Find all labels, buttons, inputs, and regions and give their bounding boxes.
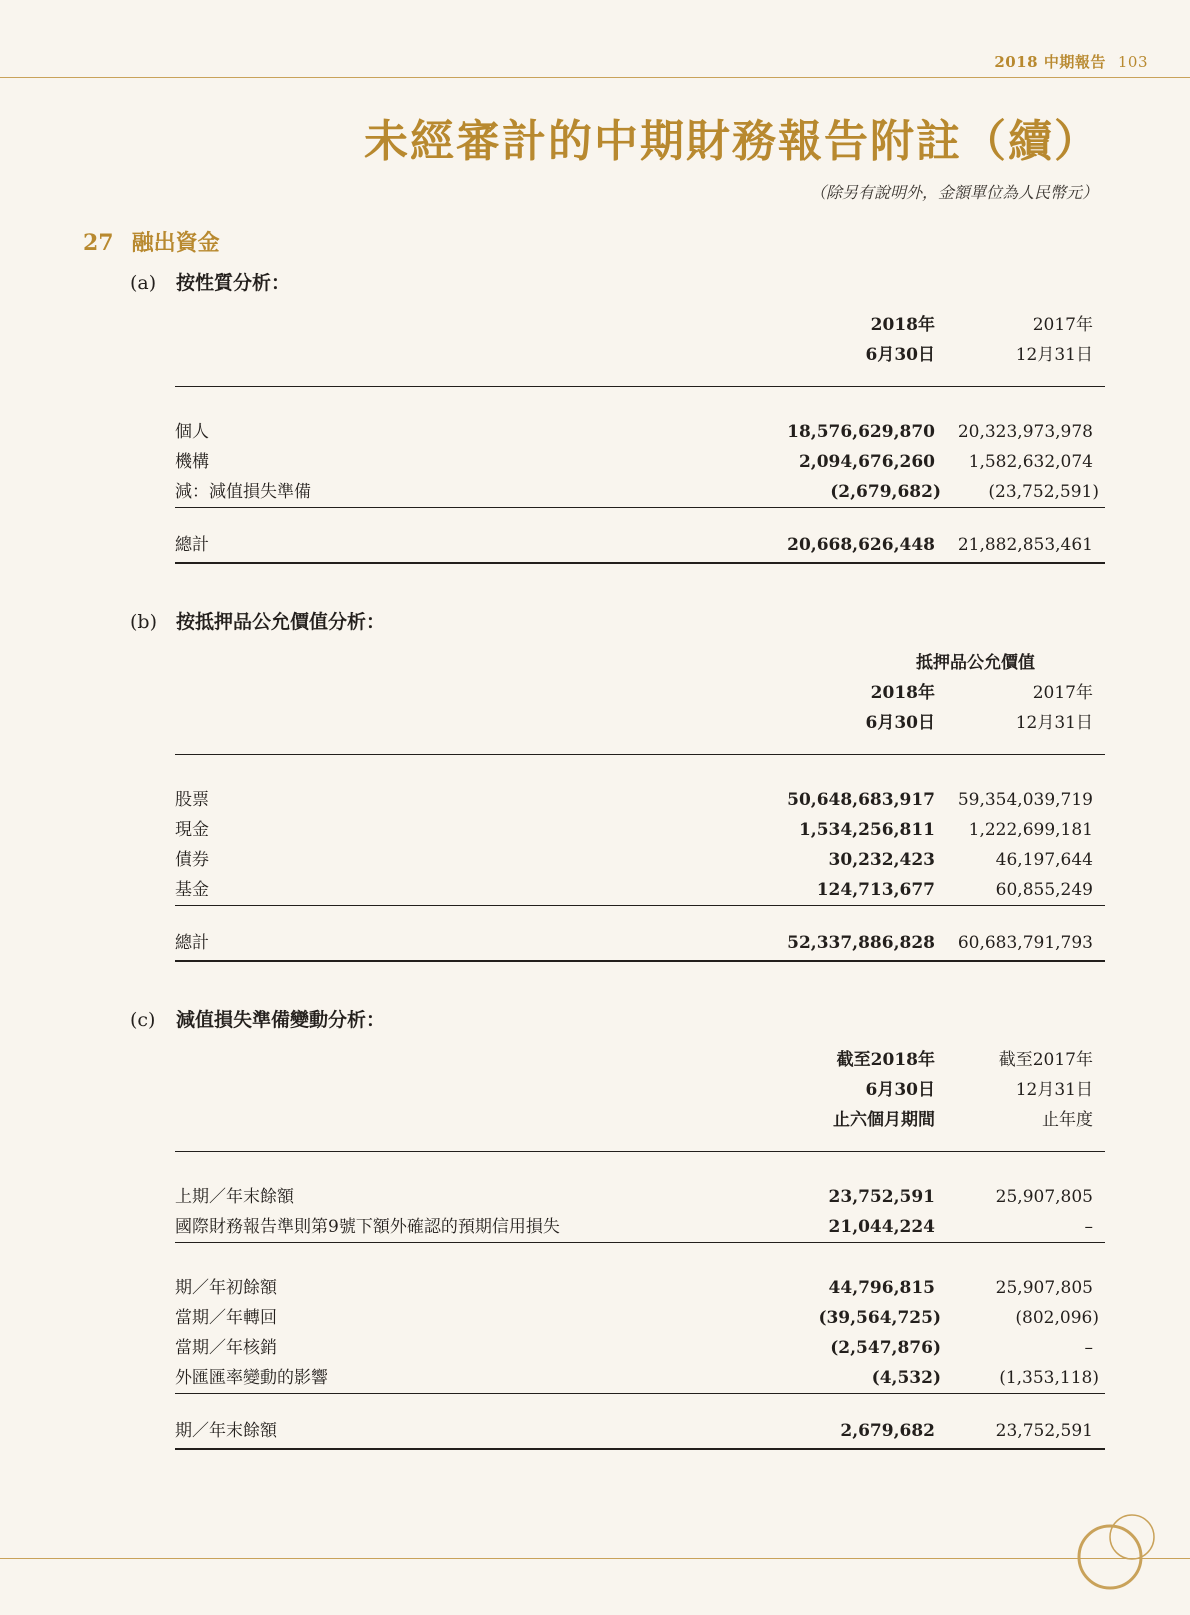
row-value-2018: 2,094,676,260 [798,452,935,472]
page-subtitle: （除另有說明外，金額單位為人民幣元） [809,183,1098,202]
page-number: 103 [1117,53,1148,71]
total-value-2018: 52,337,886,828 [787,933,935,953]
decorative-rings-icon [1065,1505,1175,1615]
row-value-2018: 50,648,683,917 [787,790,935,810]
col2-header: 截至2017年 [998,1050,1093,1070]
span-header: 抵押品公允價值 [916,653,1035,673]
row-value-2017: 1,222,699,181 [968,820,1093,840]
subsection-a-label: (a) [130,272,157,294]
column-header-row [175,340,1105,370]
subsection-a-heading [130,268,290,295]
col1-header: 6月30日 [865,345,935,365]
header-rule [0,77,1190,78]
row-value-2018: 18,576,629,870 [787,422,935,442]
row-label: 股票 [175,790,209,810]
row-value-2018: 1,534,256,811 [798,820,935,840]
table-row [175,1363,1105,1393]
col2-header: 2017年 [1032,683,1093,703]
subsection-b-title: 按抵押品公允價值分析： [176,611,386,633]
row-value-2017: 46,197,644 [995,850,1093,870]
row-label: 當期／年轉回 [175,1308,277,1328]
row-value-2017: 1,582,632,074 [968,452,1093,472]
row-value-2018: 21,044,224 [828,1217,935,1237]
total-value-2017: 60,683,791,793 [957,933,1093,953]
column-header-row [175,1075,1105,1105]
row-value-2017: – [1084,1217,1093,1237]
total-label: 總計 [175,535,209,555]
table-row [175,1303,1105,1333]
row-label: 機構 [175,452,209,472]
table-a [175,310,1105,564]
col1-header: 2018年 [870,315,935,335]
col1-header: 6月30日 [865,1080,935,1100]
table-rule [175,1448,1105,1450]
col2-header: 12月31日 [1015,713,1093,733]
total-value-2018: 2,679,682 [840,1421,935,1441]
total-row [175,1416,1105,1446]
col2-header: 止年度 [1042,1110,1093,1130]
row-value-2018: (2,547,876) [830,1338,941,1358]
table-c [175,1045,1105,1450]
table-b [175,648,1105,962]
page-title: 未經審計的中期財務報告附註（續） [364,116,1100,167]
total-value-2017: 21,882,853,461 [957,535,1093,555]
row-value-2018: 124,713,677 [816,880,935,900]
subsection-b-heading [130,607,385,634]
subsection-c-heading [130,1005,385,1032]
row-value-2017: 60,855,249 [995,880,1093,900]
col2-header: 12月31日 [1015,345,1093,365]
table-rule [175,960,1105,962]
row-value-2018: (39,564,725) [818,1308,941,1328]
table-row [175,447,1105,477]
row-value-2017: (23,752,591) [988,482,1099,502]
span-header-row [175,648,1105,678]
row-label: 債券 [175,850,209,870]
row-value-2017: 20,323,973,978 [957,422,1093,442]
row-label: 個人 [175,422,209,442]
row-value-2017: 25,907,805 [995,1278,1093,1298]
col1-header: 2018年 [870,683,935,703]
column-header-row [175,1045,1105,1075]
total-value-2017: 23,752,591 [995,1421,1093,1441]
col1-header: 6月30日 [865,713,935,733]
subsection-c-label: (c) [130,1009,156,1031]
row-value-2017: 25,907,805 [995,1187,1093,1207]
row-label: 現金 [175,820,209,840]
row-label: 當期／年核銷 [175,1338,277,1358]
total-label: 總計 [175,933,209,953]
table-row [175,845,1105,875]
column-header-row [175,1105,1105,1135]
section-number: 27 [83,230,114,256]
row-label: 上期／年末餘額 [175,1187,294,1207]
column-header-row [175,708,1105,738]
table-row [175,1273,1105,1303]
table-row [175,477,1105,507]
col1-header: 截至2018年 [836,1050,935,1070]
table-row [175,785,1105,815]
row-value-2018: 23,752,591 [828,1187,935,1207]
col2-header: 2017年 [1032,315,1093,335]
row-label: 基金 [175,880,209,900]
row-label: 外匯匯率變動的影響 [175,1368,328,1388]
table-row [175,1182,1105,1212]
table-row [175,1212,1105,1242]
total-row [175,530,1105,560]
row-value-2017: – [1084,1338,1093,1358]
table-row [175,815,1105,845]
footer-rule [0,1558,1190,1559]
subsection-a-title: 按性質分析： [176,272,291,294]
row-label: 減：減值損失準備 [175,482,311,502]
table-row [175,1333,1105,1363]
total-row [175,928,1105,958]
column-header-row [175,678,1105,708]
section-heading [83,226,220,257]
total-value-2018: 20,668,626,448 [787,535,935,555]
col2-header: 12月31日 [1015,1080,1093,1100]
running-header [994,51,1148,72]
report-name: 2018 中期報告 [994,53,1106,71]
col1-header: 止六個月期間 [833,1110,935,1130]
row-value-2017: (802,096) [1015,1308,1099,1328]
row-value-2017: (1,353,118) [999,1368,1099,1388]
row-value-2018: (4,532) [871,1368,941,1388]
subsection-c-title: 減值損失準備變動分析： [176,1009,386,1031]
table-row [175,417,1105,447]
subsection-b-label: (b) [130,611,157,633]
total-label: 期／年末餘額 [175,1421,277,1441]
row-value-2018: (2,679,682) [830,482,941,502]
row-value-2018: 44,796,815 [828,1278,935,1298]
row-value-2018: 30,232,423 [828,850,935,870]
row-label: 期／年初餘額 [175,1278,277,1298]
row-value-2017: 59,354,039,719 [957,790,1093,810]
table-rule [175,562,1105,564]
table-row [175,875,1105,905]
row-label: 國際財務報告準則第9號下額外確認的預期信用損失 [175,1217,560,1237]
section-title: 融出資金 [131,230,220,256]
column-header-row [175,310,1105,340]
